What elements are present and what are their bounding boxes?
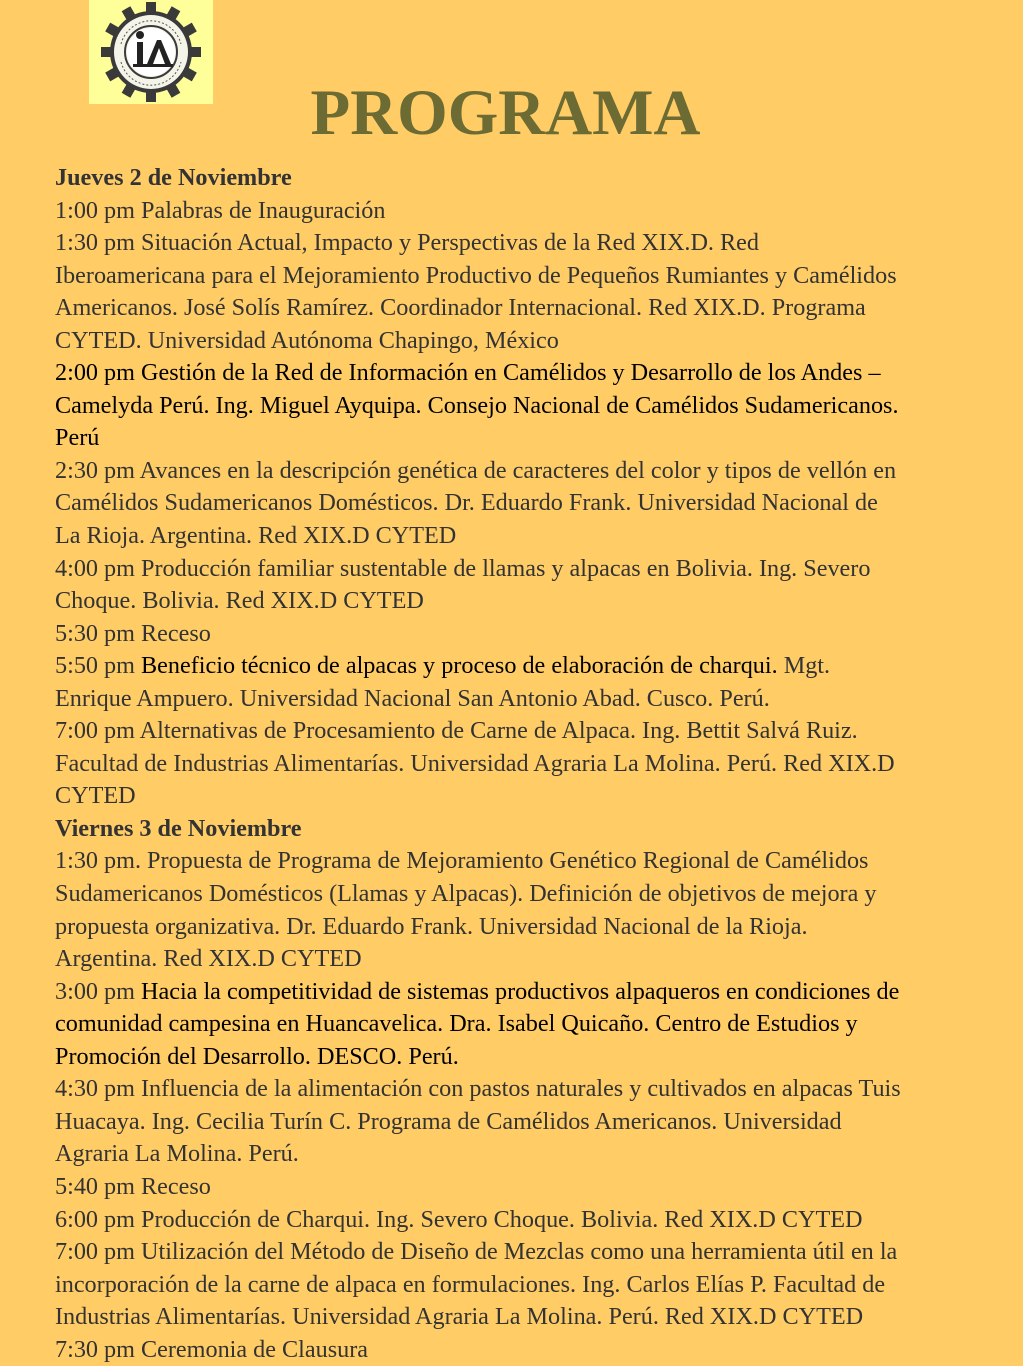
line-text: Enrique Ampuero. Universidad Nacional San Antonio Abad. Cusco. Perú. xyxy=(55,684,770,712)
program-line xyxy=(55,422,1017,455)
line-text: 1:00 pm Palabras de Inauguración xyxy=(55,196,386,224)
program-line xyxy=(55,683,1017,716)
program-line xyxy=(55,585,1017,618)
line-text: 4:30 pm Influencia de la alimentación con pastos naturales y cultivados en alpacas Tuis xyxy=(55,1075,901,1103)
line-text: Industrias Alimentarías. Universidad Agraria La Molina. Perú. Red XIX.D CYTED xyxy=(55,1303,864,1331)
program-line xyxy=(55,618,1017,651)
line-text: Choque. Bolivia. Red XIX.D CYTED xyxy=(55,587,424,615)
line-text: Iberoamericana para el Mejoramiento Productivo de Pequeños Rumiantes y Camélidos xyxy=(55,261,897,289)
program-line xyxy=(55,845,1017,878)
program-line xyxy=(55,878,1017,911)
line-text: propuesta organizativa. Dr. Eduardo Frank. Universidad Nacional de la Rioja. xyxy=(55,912,808,940)
program-line xyxy=(55,357,1017,390)
line-text: 5:50 pm xyxy=(55,652,142,680)
line-tail-text: Mgt. xyxy=(777,652,831,680)
program-line xyxy=(55,1008,1017,1041)
program-line xyxy=(55,260,1017,293)
line-text: La Rioja. Argentina. Red XIX.D CYTED xyxy=(55,522,457,550)
program-line xyxy=(55,1073,1017,1106)
program-line xyxy=(55,487,1017,520)
line-text: 7:00 pm Alternativas de Procesamiento de Carne de Alpaca. Ing. Bettit Salvá Ruiz. xyxy=(55,717,858,745)
program-line xyxy=(55,1041,1017,1074)
program-line xyxy=(55,455,1017,488)
line-text: 1:30 pm Situación Actual, Impacto y Perspectivas de la Red XIX.D. Red xyxy=(55,229,759,257)
program-line xyxy=(55,520,1017,553)
program-line xyxy=(55,227,1017,260)
line-text: CYTED xyxy=(55,782,136,810)
program-line xyxy=(55,911,1017,944)
program-line xyxy=(55,650,1017,683)
program-line xyxy=(55,976,1017,1009)
line-highlight-text: Hacia la competitividad de sistemas productivos alpaqueros en condiciones de xyxy=(141,977,900,1005)
program-line xyxy=(55,1171,1017,1204)
line-text: 6:00 pm Producción de Charqui. Ing. Severo Choque. Bolivia. Red XIX.D CYTED xyxy=(55,1205,863,1233)
program-line xyxy=(55,325,1017,358)
program-line xyxy=(55,715,1017,748)
line-text: 4:00 pm Producción familiar sustentable de llamas y alpacas en Bolivia. Ing. Severo xyxy=(55,554,871,582)
line-text: Perú xyxy=(55,424,100,452)
line-text: 1:30 pm. Propuesta de Programa de Mejoramiento Genético Regional de Camélidos xyxy=(55,847,869,875)
line-text: 2:30 pm Avances en la descripción genética de caracteres del color y tipos de vellón en xyxy=(55,456,897,484)
program-line xyxy=(55,943,1017,976)
program-line xyxy=(55,390,1017,423)
program-line xyxy=(55,1138,1017,1171)
line-text: Americanos. José Solís Ramírez. Coordinador Internacional. Red XIX.D. Programa xyxy=(55,294,866,322)
line-text: 5:40 pm Receso xyxy=(55,1172,211,1200)
line-text: 5:30 pm Receso xyxy=(55,619,211,647)
line-text: comunidad campesina en Huancavelica. Dra. Isabel Quicaño. Centro de Estudios y xyxy=(55,1010,858,1038)
line-text: Jueves 2 de Noviembre xyxy=(55,164,292,191)
line-text: CYTED. Universidad Autónoma Chapingo, México xyxy=(55,326,559,354)
line-text: Facultad de Industrias Alimentarías. Universidad Agraria La Molina. Perú. Red XIX.D xyxy=(55,749,895,777)
day-heading xyxy=(55,162,1017,195)
program-list xyxy=(55,162,1017,1366)
program-line xyxy=(55,1269,1017,1302)
program-line xyxy=(55,292,1017,325)
program-line xyxy=(55,780,1017,813)
program-line xyxy=(55,1106,1017,1139)
line-text: 2:00 pm Gestión de la Red de Información en Camélidos y Desarrollo de los Andes – xyxy=(55,359,881,387)
page-title: PROGRAMA xyxy=(310,77,701,149)
program-line xyxy=(55,1236,1017,1269)
line-text: Sudamericanos Domésticos (Llamas y Alpacas). Definición de objetivos de mejora y xyxy=(55,880,877,908)
line-text: 3:00 pm xyxy=(55,977,142,1005)
line-text: Camélidos Sudamericanos Domésticos. Dr. Eduardo Frank. Universidad Nacional de xyxy=(55,489,878,517)
line-text: Huacaya. Ing. Cecilia Turín C. Programa de Camélidos Americanos. Universidad xyxy=(55,1107,842,1135)
line-text: Camelyda Perú. Ing. Miguel Ayquipa. Consejo Nacional de Camélidos Sudamericanos. xyxy=(55,391,899,419)
line-text: 7:30 pm Ceremonia de Clausura xyxy=(55,1335,369,1363)
program-line xyxy=(55,553,1017,586)
line-text: Agraria La Molina. Perú. xyxy=(55,1140,299,1168)
program-line xyxy=(55,1301,1017,1334)
program-line xyxy=(55,1334,1017,1366)
line-text: Promoción del Desarrollo. DESCO. Perú. xyxy=(55,1042,459,1070)
program-line xyxy=(55,195,1017,228)
program-line xyxy=(55,748,1017,781)
line-text: Viernes 3 de Noviembre xyxy=(55,814,302,842)
line-text: Argentina. Red XIX.D CYTED xyxy=(55,945,362,973)
program-line xyxy=(55,1204,1017,1237)
line-text: incorporación de la carne de alpaca en formulaciones. Ing. Carlos Elías P. Facultad de xyxy=(55,1270,886,1298)
line-highlight-text: Beneficio técnico de alpacas y proceso de elaboración de charqui. xyxy=(141,652,778,680)
line-text: 7:00 pm Utilización del Método de Diseño de Mezclas como una herramienta útil en la xyxy=(55,1238,898,1266)
day-heading xyxy=(55,813,1017,846)
